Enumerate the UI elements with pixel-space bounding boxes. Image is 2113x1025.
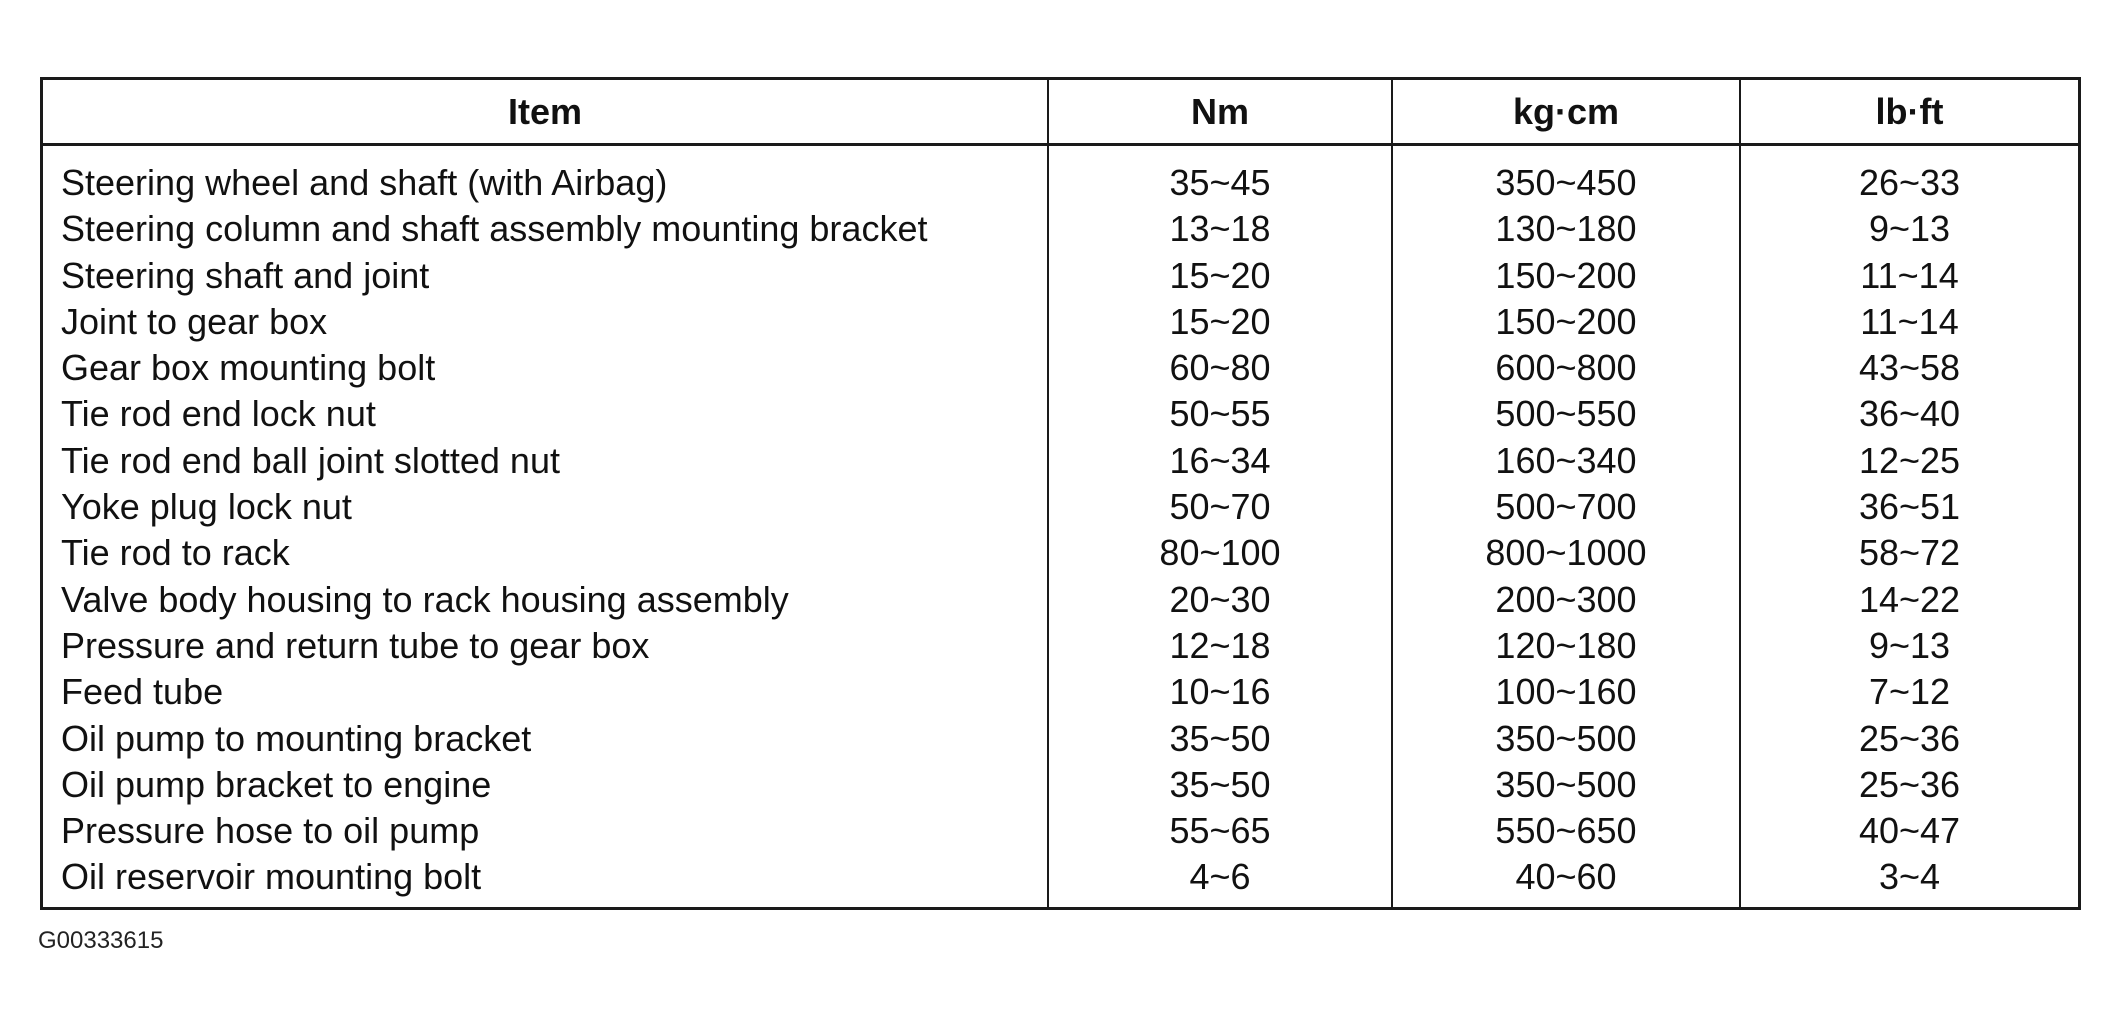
cell-lbft: 26~33: [1858, 162, 1961, 203]
column-nm: [1047, 146, 1391, 907]
cell-lbft: 11~14: [1860, 300, 1959, 342]
cell-lbft: 25~36: [1858, 717, 1961, 759]
cell-kgcm: 550~650: [1495, 810, 1637, 852]
header-item: Item: [507, 90, 583, 132]
cell-item: Oil reservoir mounting bolt: [61, 856, 482, 898]
cell-kgcm: 120~180: [1495, 624, 1637, 666]
cell-item: Steering column and shaft assembly mounting bracket: [61, 208, 928, 250]
cell-kgcm: 40~60: [1515, 856, 1617, 898]
cell-nm: 35~45: [1169, 162, 1271, 203]
cell-item: Tie rod end lock nut: [61, 393, 376, 435]
cell-nm: 55~65: [1169, 810, 1271, 852]
cell-lbft: 3~4: [1878, 856, 1941, 898]
header-kgcm: kg·cm: [1391, 80, 1739, 143]
cell-item: Pressure hose to oil pump: [61, 810, 480, 852]
figure-id: G00333615: [38, 927, 164, 954]
cell-lbft: 12~25: [1858, 439, 1961, 481]
cell-kgcm: 350~500: [1495, 763, 1637, 805]
cell-item: Pressure and return tube to gear box: [61, 624, 650, 666]
cell-kgcm: 150~200: [1495, 300, 1637, 342]
cell-kgcm: 350~450: [1495, 162, 1637, 203]
table-body: [43, 146, 2078, 907]
cell-item: Steering shaft and joint: [61, 254, 430, 296]
cell-lbft: 40~47: [1858, 810, 1961, 852]
column-lbft: [1739, 146, 2078, 907]
cell-nm: 15~20: [1169, 300, 1271, 342]
cell-kgcm: 800~1000: [1485, 532, 1647, 574]
cell-item: Gear box mounting bolt: [61, 347, 436, 389]
cell-nm: 13~18: [1169, 208, 1271, 250]
cell-lbft: 36~40: [1858, 393, 1961, 435]
cell-kgcm: 100~160: [1495, 671, 1637, 713]
cell-kgcm: 200~300: [1495, 578, 1637, 620]
cell-item: Valve body housing to rack housing assembly: [61, 578, 789, 620]
header-nm: Nm: [1047, 80, 1391, 143]
cell-kgcm: 600~800: [1495, 347, 1637, 389]
cell-nm: 10~16: [1169, 671, 1271, 713]
torque-spec-table: [40, 77, 2081, 910]
cell-nm: 60~80: [1169, 347, 1271, 389]
cell-nm: 80~100: [1159, 532, 1281, 574]
cell-nm: 50~70: [1169, 486, 1271, 528]
column-kgcm: [1391, 146, 1739, 907]
cell-nm: 50~55: [1169, 393, 1271, 435]
cell-kgcm: 150~200: [1495, 254, 1637, 296]
cell-lbft: 58~72: [1858, 532, 1961, 574]
header-lbft: lb·ft: [1739, 80, 2078, 143]
cell-kgcm: 350~500: [1495, 717, 1637, 759]
table-header-row: [43, 80, 2078, 146]
cell-nm: 35~50: [1169, 717, 1271, 759]
column-item: [43, 146, 1047, 907]
cell-nm: 16~34: [1169, 439, 1271, 481]
cell-nm: 12~18: [1169, 624, 1271, 666]
cell-item: Tie rod to rack: [61, 532, 290, 574]
cell-item: Feed tube: [61, 671, 224, 713]
cell-lbft: 7~12: [1868, 671, 1951, 713]
cell-lbft: 43~58: [1858, 347, 1961, 389]
cell-item: Oil pump bracket to engine: [61, 763, 492, 805]
cell-kgcm: 500~700: [1495, 486, 1637, 528]
cell-nm: 35~50: [1169, 763, 1271, 805]
cell-nm: 15~20: [1169, 254, 1271, 296]
cell-lbft: 9~13: [1868, 624, 1951, 666]
cell-item: Joint to gear box: [61, 300, 328, 342]
cell-kgcm: 500~550: [1495, 393, 1637, 435]
cell-item: Steering wheel and shaft (with Airbag): [61, 162, 668, 203]
cell-lbft: 36~51: [1858, 486, 1961, 528]
cell-lbft: 25~36: [1858, 763, 1961, 805]
cell-nm: 20~30: [1169, 578, 1271, 620]
cell-item: Yoke plug lock nut: [61, 486, 352, 528]
cell-kgcm: 160~340: [1495, 439, 1637, 481]
cell-item: Tie rod end ball joint slotted nut: [61, 439, 560, 481]
cell-lbft: 14~22: [1858, 578, 1961, 620]
cell-lbft: 11~14: [1860, 254, 1959, 296]
cell-nm: 4~6: [1189, 856, 1251, 898]
cell-item: Oil pump to mounting bracket: [61, 717, 532, 759]
cell-kgcm: 130~180: [1495, 208, 1637, 250]
cell-lbft: 9~13: [1868, 208, 1951, 250]
